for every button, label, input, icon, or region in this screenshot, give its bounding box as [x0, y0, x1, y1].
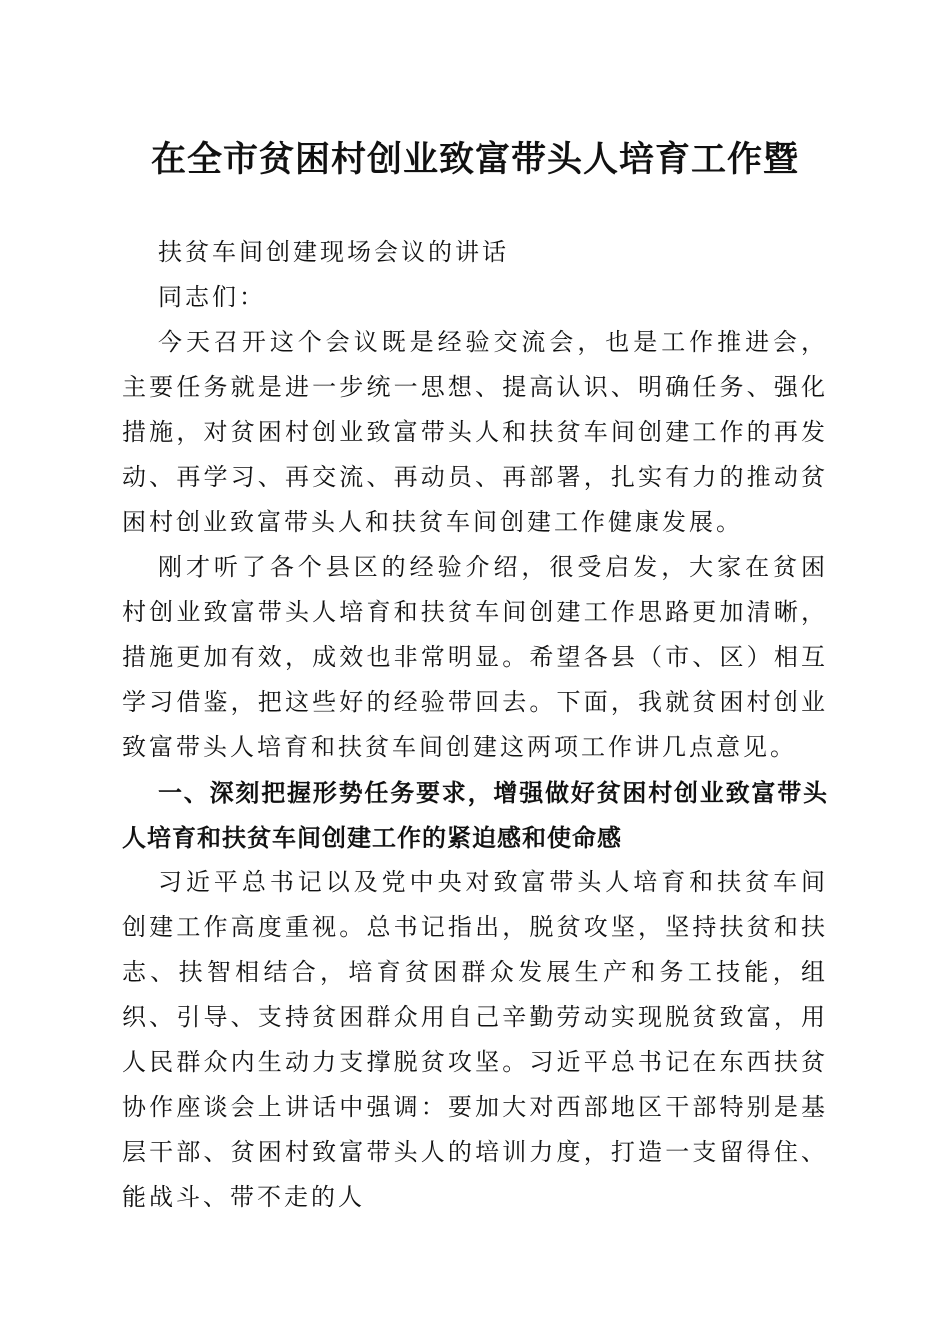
document-title: 在全市贫困村创业致富带头人培育工作暨: [150, 139, 799, 180]
paragraph-section-one: 习近平总书记以及党中央对致富带头人培育和扶贫车间创建工作高度重视。总书记指出，脱贫攻坚，坚持扶贫和扶志、扶智相结合，培育贫困群众发展生产和务工技能，组织、引导、支持贫困群众用自己辛勤劳动实现脱贫致富，用人民群众内生动力支撑脱贫攻坚。习近平总书记在东西扶贫协作座谈会上讲话中强调：要加大对西部地区干部特别是基层干部、贫困村致富带头人的培训力度，打造一支留得住、能战斗、带不走的人: [122, 868, 828, 1211]
document-body: [122, 230, 828, 1220]
salutation: 同志们：: [158, 283, 266, 311]
paragraph-experience: 刚才听了各个县区的经验介绍，很受启发，大家在贫困村创业致富带头人培育和扶贫车间创建工作思路更加清晰，措施更加有效，成效也非常明显。希望各县（市、区）相互学习借鉴，把这些好的经验带回去。下面，我就贫困村创业致富带头人培育和扶贫车间创建这两项工作讲几点意见。: [122, 553, 828, 761]
section-heading: 一、深刻把握形势任务要求，增强做好贫困村创业致富带头人培育和扶贫车间创建工作的紧迫感和使命感: [122, 778, 828, 852]
subtitle-line: 扶贫车间创建现场会议的讲话: [158, 238, 509, 266]
paragraph-intro: 今天召开这个会议既是经验交流会，也是工作推进会，主要任务就是进一步统一思想、提高认识、明确任务、强化措施，对贫困村创业致富带头人和扶贫车间创建工作的再发动、再学习、再交流、再动员、再部署，扎实有力的推动贫困村创业致富带头人和扶贫车间创建工作健康发展。: [122, 328, 828, 536]
